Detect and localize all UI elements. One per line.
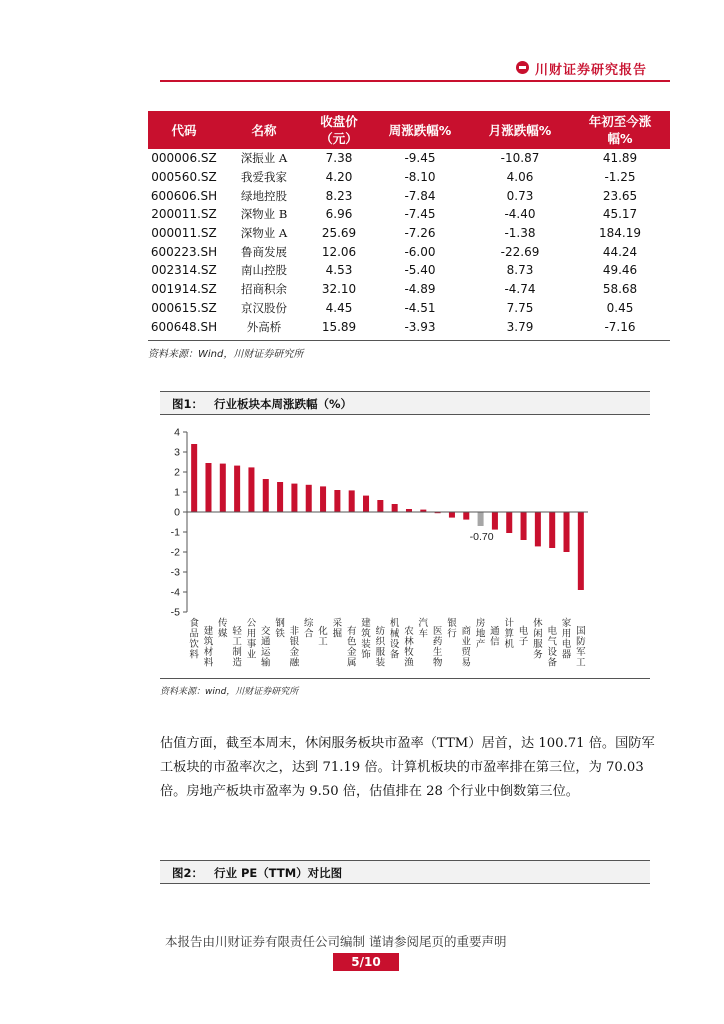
x-tick-label: 家用电器 (561, 618, 572, 661)
cell-ytd: 49.46 (602, 263, 638, 278)
x-tick-label: 通信 (490, 626, 500, 648)
x-tick-label: 电子 (518, 626, 529, 648)
figure2-label: 图2： (172, 866, 204, 880)
cell-weekly: -3.93 (404, 319, 436, 334)
header-close (308, 111, 370, 149)
bar-建筑材料 (205, 463, 211, 512)
cell-ytd: -7.16 (604, 319, 636, 334)
figure2-title: 行业 PE（TTM）对比图 (214, 866, 343, 880)
cell-monthly: -4.74 (504, 282, 536, 297)
cell-code: 600648.SH (150, 319, 218, 334)
valuation-paragraph: 估值方面，截至本周末，休闲服务板块市盈率（TTM）居首，达 100.71 倍。国防军工板块的市盈率次之，达到 71.19 倍。计算机板块的市盈率排在第三位，为 70.03 倍。房地产板块市盈率为 9.50 倍，估值排在 28 个行业中倒数第三位。 (160, 736, 655, 799)
y-tick-label: 4 (174, 426, 180, 439)
bar-公用事业 (248, 467, 254, 512)
cell-name: 深振业 A (240, 151, 288, 166)
bar-机械设备 (392, 504, 398, 512)
x-tick-label: 有色金属 (346, 626, 357, 669)
cell-name: 绿地控股 (241, 188, 287, 203)
bar-房地产 (478, 512, 484, 526)
y-tick-label: 3 (174, 446, 180, 459)
table-row (148, 168, 670, 187)
cell-code: 200011.SZ (151, 207, 217, 222)
cell-ytd: 0.45 (606, 300, 634, 315)
cell-name: 深物业 B (240, 207, 288, 222)
cell-ytd: 44.24 (602, 244, 638, 259)
cell-weekly: -7.84 (404, 188, 436, 203)
x-tick-label: 机械设备 (389, 618, 400, 661)
company-logo-icon (516, 61, 529, 74)
x-tick-label: 采掘 (332, 618, 343, 640)
x-tick-label: 综合 (303, 618, 314, 640)
cell-close: 6.96 (325, 207, 353, 222)
cell-weekly: -6.00 (404, 244, 436, 259)
header-divider (160, 80, 670, 82)
x-tick-label: 农林牧渔 (404, 626, 414, 669)
cell-close: 4.53 (325, 263, 353, 278)
x-tick-label: 银行 (447, 618, 457, 640)
y-tick-label: -2 (170, 546, 180, 559)
x-tick-label: 汽车 (418, 618, 429, 640)
page-number: 5/10 (333, 953, 399, 971)
stock-performance-table (148, 111, 670, 336)
cell-monthly: 3.79 (506, 319, 534, 334)
x-tick-label: 建筑装饰 (361, 618, 371, 661)
y-tick-label: -4 (170, 586, 180, 599)
cell-ytd: 45.17 (602, 207, 638, 222)
table-row (148, 317, 670, 336)
cell-code: 002314.SZ (151, 263, 217, 278)
header-name: 名称 (220, 111, 308, 149)
cell-monthly: -1.38 (504, 226, 536, 241)
cell-code: 000006.SZ (151, 151, 217, 166)
x-tick-label: 交通运输 (261, 626, 271, 669)
cell-code: 000560.SZ (151, 170, 217, 185)
y-tick-label: -3 (170, 566, 180, 579)
x-tick-label: 轻工制造 (232, 626, 242, 669)
x-tick-label: 计算机 (504, 618, 514, 650)
bar-钢铁 (277, 482, 283, 512)
x-tick-label: 钢铁 (275, 618, 285, 640)
cell-close: 32.10 (321, 282, 357, 297)
table-header-row (148, 111, 670, 149)
x-tick-label: 传媒 (218, 618, 228, 640)
cell-close: 12.06 (321, 244, 357, 259)
cell-monthly: -22.69 (500, 244, 540, 259)
x-tick-label: 房地产 (475, 618, 486, 650)
cell-ytd: 41.89 (602, 151, 638, 166)
bar-食品饮料 (191, 444, 197, 512)
bar-国防军工 (578, 512, 584, 590)
cell-monthly: -4.40 (504, 207, 536, 222)
cell-name: 南山控股 (241, 263, 287, 278)
figure1-title: 行业板块本周涨跌幅（%） (214, 397, 353, 411)
table-row (148, 242, 670, 261)
cell-monthly: 7.75 (506, 300, 534, 315)
x-tick-label: 商业贸易 (461, 626, 472, 669)
cell-ytd: 23.65 (602, 188, 638, 203)
cell-monthly: 4.06 (506, 170, 534, 185)
x-tick-label: 医药生物 (432, 626, 443, 669)
cell-weekly: -5.40 (404, 263, 436, 278)
cell-weekly: -7.45 (404, 207, 436, 222)
x-tick-label: 休闲服务 (533, 618, 543, 661)
cell-name: 京汉股份 (241, 300, 287, 315)
x-tick-label: 建筑材料 (203, 626, 214, 669)
y-tick-label: -5 (170, 606, 180, 619)
bar-建筑装饰 (363, 496, 369, 512)
cell-ytd: -1.25 (604, 170, 636, 185)
cell-name: 深物业 A (240, 226, 288, 241)
bar-纺织服装 (377, 500, 383, 512)
industry-weekly-change-bar-chart (160, 418, 650, 676)
cell-code: 000011.SZ (151, 226, 217, 241)
cell-weekly: -4.89 (404, 282, 436, 297)
bar-传媒 (220, 464, 226, 512)
bar-家用电器 (564, 512, 570, 552)
figure1-source-note: 资料来源：wind，川财证券研究所 (160, 687, 299, 697)
table-row (148, 186, 670, 205)
bar-电子 (521, 512, 527, 540)
table-bottom-rule (148, 340, 670, 341)
table-row (148, 261, 670, 280)
header-monthly: 月涨跌幅% (470, 111, 570, 149)
y-tick-label: 1 (174, 486, 180, 499)
bar-综合 (306, 485, 312, 512)
header-code: 代码 (148, 111, 220, 149)
bar-银行 (449, 512, 455, 518)
header-ytd-line1: 年初至今涨 (588, 114, 652, 129)
cell-monthly: 8.73 (506, 263, 534, 278)
figure1-bottom-rule (160, 678, 650, 679)
header-ytd-line2: 幅% (607, 131, 633, 146)
x-tick-label: 化工 (318, 626, 328, 648)
figure1-label: 图1： (172, 397, 204, 411)
cell-code: 000615.SZ (151, 300, 217, 315)
cell-name: 招商积余 (241, 282, 287, 297)
cell-name: 鲁商发展 (241, 244, 287, 259)
cell-close: 4.20 (325, 170, 353, 185)
table-row (148, 224, 670, 243)
cell-name: 我爱我家 (241, 170, 287, 185)
cell-monthly: 0.73 (506, 188, 534, 203)
bar-有色金属 (349, 490, 355, 512)
bar-化工 (320, 486, 326, 512)
bar-采掘 (334, 490, 340, 512)
cell-close: 4.45 (325, 300, 353, 315)
cell-close: 7.38 (325, 151, 353, 166)
y-tick-label: 0 (174, 506, 180, 519)
highlight-data-label: -0.70 (469, 531, 494, 543)
cell-code: 600223.SH (150, 244, 218, 259)
bar-通信 (492, 512, 498, 530)
bar-计算机 (506, 512, 512, 533)
cell-weekly: -8.10 (404, 170, 436, 185)
header-ytd (570, 111, 670, 149)
y-tick-label: 2 (174, 466, 180, 479)
footer-disclaimer: 本报告由川财证券有限责任公司编制 谨请参阅尾页的重要声明 (165, 934, 507, 949)
bar-商业贸易 (463, 512, 469, 520)
cell-close: 15.89 (321, 319, 357, 334)
cell-code: 600606.SH (150, 188, 218, 203)
cell-close: 25.69 (321, 226, 357, 241)
table-row (148, 299, 670, 318)
table-row (148, 280, 670, 299)
x-tick-label: 纺织服装 (375, 626, 386, 669)
cell-close: 8.23 (325, 188, 353, 203)
cell-weekly: -7.26 (404, 226, 436, 241)
y-tick-label: -1 (170, 526, 180, 539)
cell-ytd: 58.68 (602, 282, 638, 297)
bar-非银金融 (291, 484, 297, 512)
bar-休闲服务 (535, 512, 541, 546)
x-tick-label: 国防军工 (576, 626, 586, 669)
header-company-title: 川财证券研究报告 (535, 63, 648, 78)
cell-ytd: 184.19 (599, 226, 641, 241)
cell-weekly: -9.45 (404, 151, 436, 166)
table-row (148, 149, 670, 168)
table-row (148, 205, 670, 224)
x-tick-label: 食品饮料 (189, 618, 199, 661)
cell-name: 外高桥 (246, 319, 282, 334)
bar-轻工制造 (234, 466, 240, 512)
bar-交通运输 (263, 479, 269, 512)
bar-电气设备 (549, 512, 555, 548)
cell-weekly: -4.51 (404, 300, 436, 315)
cell-code: 001914.SZ (151, 282, 217, 297)
x-tick-label: 非银金融 (289, 626, 300, 669)
header-weekly: 周涨跌幅% (370, 111, 470, 149)
table-source-note: 资料来源：Wind，川财证券研究所 (148, 349, 304, 360)
header-close-line2: （元） (320, 131, 358, 146)
header-close-line1: 收盘价 (320, 114, 358, 129)
x-tick-label: 公用事业 (246, 618, 257, 661)
x-tick-label: 电气设备 (547, 626, 557, 669)
cell-monthly: -10.87 (500, 151, 540, 166)
